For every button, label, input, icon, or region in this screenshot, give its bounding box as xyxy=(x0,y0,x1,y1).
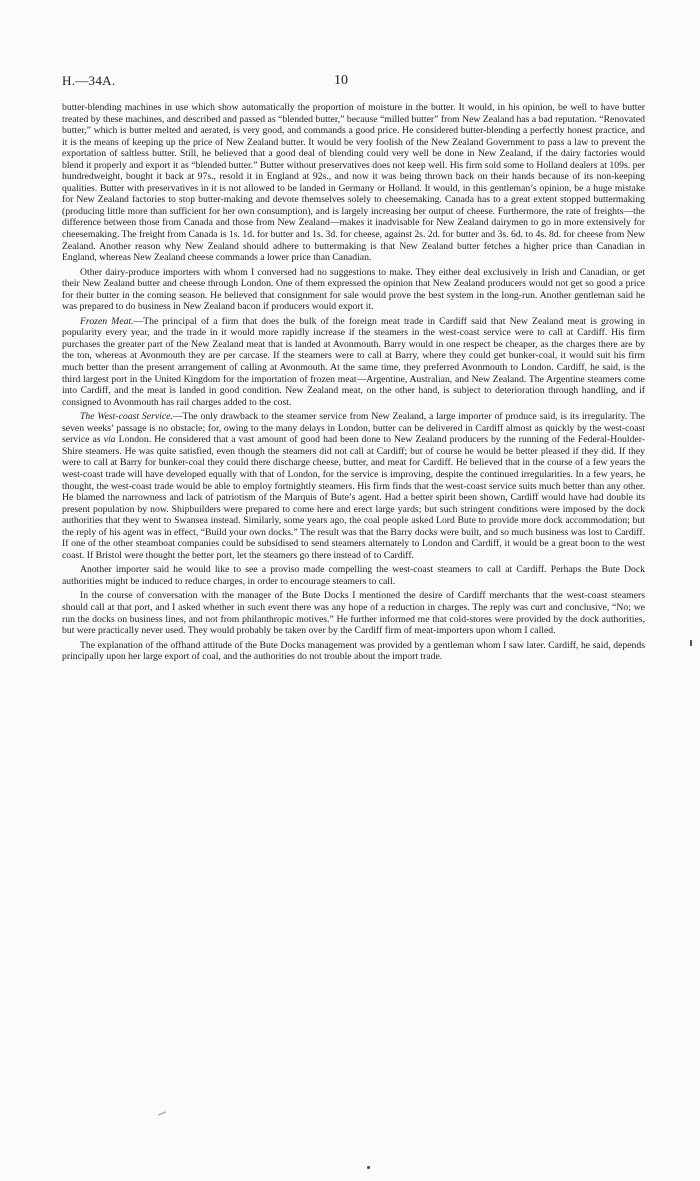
paragraph-bute-docks-manager xyxy=(62,590,645,636)
paragraph-text: London. He considered that a vast amount of good had been done to New Zealand producers by the running of the Federal-Houlder-Shire steamers. He was quite satisfied, even though the steamers did not call at Cardiff; but of course he would be better pleased if they did. If they were to call at Barry for bunker-coal they could there discharge cheese, butter, and meat for Cardiff. He believed that in the course of a few years the west-coast trade will have developed equally with that of London, for the service is improving, despite the continued irregularities. In a few years, he thought, the west-coast trade would be able to employ fortnightly steamers. His firm finds that the west-coast service suits much better than any other. He blamed the narrowness and lack of patriotism of the Marquis of Bute’s agent. Had a better spirit been shown, Cardiff would have had double its present population by now. Shipbuilders were prepared to come here and erect large yards; but such stringent conditions were imposed by the dock authorities that they went to Swansea instead. Similarly, some years ago, the coal people asked Lord Bute to provide more dock accommodation; but the reply of his agent was in effect, “Build your own docks.” The result was that the Barry docks were built, and so much business was lost to Cardiff. If one of the other steamboat companies could be subsidised to send steamers alternately to London and Cardiff, it would be a great boon to the west coast. If Bristol were thought the better port, let the steamers go there instead of to Cardiff. xyxy=(62,434,645,561)
scan-stray-dot xyxy=(367,1166,370,1169)
paragraph-offhand-attitude xyxy=(62,640,645,663)
section-heading-west-coast-service: The West-coast Service. xyxy=(80,411,173,423)
paragraph-dairy-importers xyxy=(62,267,645,313)
paragraph-text: —The only drawback to the steamer service from New Zealand, a large importer of produce said, is its irregularity. The seven weeks’ passage is no obstacle; for, owing to the many delays in London, butter can be delivered in Cardiff almost as quickly by the west-coast service as xyxy=(62,411,646,446)
paragraph-text: —The principal of a firm that does the bulk of the foreign meat trade in Cardiff said that New Zealand meat is growing in popularity every year, and the trade in it would more rapidly increase if the steamers in the west-coast service were to call at Cardiff. His firm purchases the greater part of the New Zealand meat that is landed at Avonmouth. Barry would in one respect be cheaper, as the charges there are by the ton, whereas at Avonmouth they are per carcase. If the steamers were to call at Barry, where they could get bunker-coal, it would suit his firm much better than the present arrangement of calling at Avonmouth. At the same time, they preferred Avonmouth to London. Cardiff, he said, is the third largest port in the United Kingdom for the importation of frozen meat—Argentine, Australian, and New Zealand. The Argentine steamers come into Cardiff, and the meat is landed in good condition. New Zealand meat, on the other hand, is subject to deterioration through handling, and if consigned to Avonmouth has rail charges added to the cost. xyxy=(62,315,645,408)
paragraph-frozen-meat xyxy=(62,316,645,408)
paragraph-text: The explanation of the offhand attitude of the Bute Docks management was provided by a gentleman whom I saw later. Cardiff, he said, depends principally upon her large export of coal, and the authorities do not trouble about the import trade. xyxy=(62,639,645,663)
section-heading-frozen-meat: Frozen Meat. xyxy=(80,315,134,327)
paragraph-text: butter-blending machines in use which show automatically the proportion of moisture in the butter. It would, in his opinion, be well to have butter treated by these machines, and described and passed as “blended butter,” because “milled butter” from New Zealand has a bad reputation. “Renovated butter,” which is butter melted and aerated, is very good, and commands a good price. He considered butter-blending a perfectly honest practice, and it is the means of keeping up the price of New Zealand butter. It would be very foolish of the New Zealand Government to pass a law to prevent the exportation of saltless butter. Still, he believed that a good deal of blending could very well be done in New Zealand, if the dairy factories would blend it properly and export it as “blended butter.” Butter without preservatives does not keep well. His firm sold some to Holland dealers at 109s. per hundredweight, bought it back at 97s., resold it in England at 92s., and now it was being thrown back on their hands because of its non-keeping qualities. Butter with preservatives in it is not allowed to be landed in Germany or Holland. It would, in this gentleman’s opinion, be a huge mistake for New Zealand factories to stop butter-making and devote themselves solely to cheesemaking. Canada has to a great extent stopped buttermaking (producing little more than sufficient for her own consumption), and is largely increasing her output of cheese. Furthermore, the rate of freights—the difference between those from Canada and those from New Zealand—makes it inadvisable for New Zealand dairymen to go in more extensively for cheesemaking. The freight from Canada is 1s. 1d. for butter and 1s. 3d. for cheese, against 2s. 2d. for butter and 3s. 6d. to 4s. 8d. for cheese from New Zealand. Another reason why New Zealand should adhere to buttermaking is that New Zealand butter fetches a higher price than Canadian in England, whereas New Zealand cheese commands a lower price than Canadian. xyxy=(62,102,645,264)
paragraph-text: Other dairy-produce importers with whom I conversed had no suggestions to make. They either deal exclusively in Irish and Canadian, or get their New Zealand butter and cheese through London. One of them expressed the opinion that New Zealand producers would not get so good a price for their butter in the coming season. He believed that consignment for sale would prove the best system in the long-run. Another gentleman said he was prepared to do business in New Zealand bacon if producers would export it. xyxy=(62,266,645,313)
paragraph-west-coast-service xyxy=(62,411,645,561)
report-body xyxy=(62,102,645,666)
italic-word: via xyxy=(103,434,116,446)
document-reference: H.—34A. xyxy=(62,73,116,88)
paragraph-text: Another importer said he would like to see a proviso made compelling the west-coast steamers to call at Cardiff. Perhaps the Bute Dock authorities might be induced to reduce charges, in order to encourage steamers to call. xyxy=(62,564,645,587)
page-number: 10 xyxy=(334,73,348,88)
scan-edge-mark xyxy=(690,640,692,646)
paragraph-butter-blending xyxy=(62,102,645,264)
scan-stray-mark xyxy=(158,1111,166,1115)
paragraph-another-importer xyxy=(62,564,645,587)
page-header xyxy=(62,73,642,93)
paragraph-text: In the course of conversation with the manager of the Bute Docks I mentioned the desire of Cardiff merchants that the west-coast steamers should call at that port, and I asked whether in such event there was any hope of a reduction in charges. The reply was curt and conclusive, “No; we run the docks on business lines, and not from philanthropic motives.” He further informed me that cold-stores were provided by the dock authorities, but were practically never used. They would probably be taken over by the Cardiff firm of meat-importers upon whom I called. xyxy=(62,590,645,637)
